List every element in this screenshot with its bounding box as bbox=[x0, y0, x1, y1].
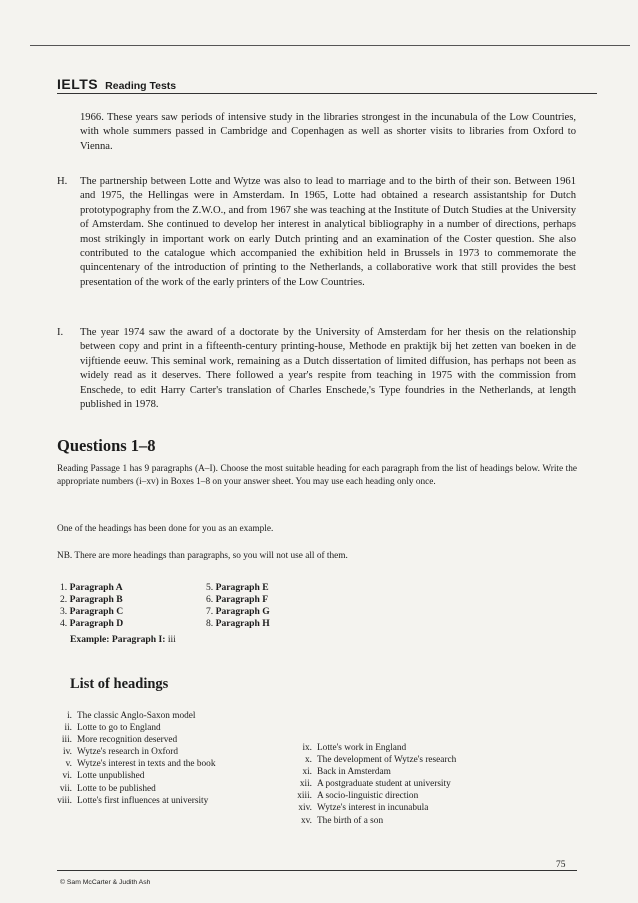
footer-rule bbox=[57, 870, 577, 871]
heading-item: iii. More recognition deserved bbox=[61, 735, 178, 746]
heading-item: xi. Back in Amsterdam bbox=[302, 767, 391, 778]
header-brand: IELTS bbox=[57, 76, 99, 92]
heading-item: vii. Lotte to be published bbox=[59, 783, 156, 794]
instructions-main: Reading Passage 1 has 9 paragraphs (A–I). Choose the most suitable heading for each paragraph from the list of headings below. Write the appropriate numbers (i–xv) in Boxes 1–8 on your answer sheet. You may use each heading only once. bbox=[57, 464, 577, 487]
heading-item: vi. Lotte unpublished bbox=[62, 771, 145, 782]
instructions-nb: NB. There are more headings than paragraphs, so you will not use all of them. bbox=[57, 551, 348, 561]
heading-item: xiv. Wytze's interest in incunabula bbox=[298, 803, 429, 814]
heading-item: xv. The birth of a son bbox=[300, 815, 384, 826]
paragraph-h: The partnership between Lotte and Wytze was also to lead to marriage and to the birth of their son. Between 1961 and 1975, the Hellingas were in Amsterdam. In 1965, Lotte had obtained a research assistantship for Dutch prototypography from the Z.W.O., and from 1967 she was teaching at the Institute of Dutch Studies at the University of Amsterdam. She continued to develop her interest in analytical bibliography in a number of directions, perhaps most strikingly in important work on early Dutch printing and an examination of the Coster question. She also contributed to the catalogue which accompanied the exhibition held in Brussels in 1973 to commemorate the quincentenary of the introduction of printing to the Netherlands, a collaborative work that still provides the best presentation of the work of the early printers of the Low Countries. bbox=[80, 176, 576, 288]
instructions-example: One of the headings has been done for you as an example. bbox=[57, 524, 274, 534]
heading-item: ii. Lotte to go to England bbox=[64, 723, 161, 734]
list-of-headings-title: List of headings bbox=[70, 676, 169, 692]
page-number: 75 bbox=[556, 860, 566, 870]
heading-item: x. The development of Wytze's research bbox=[305, 755, 457, 766]
heading-item: iv. Wytze's research in Oxford bbox=[63, 747, 179, 758]
heading-item: v. Wytze's interest in texts and the book bbox=[65, 759, 216, 770]
heading-item: ix. Lotte's work in England bbox=[302, 743, 407, 753]
headings-list-right bbox=[292, 742, 456, 827]
heading-item: i. The classic Anglo-Saxon model bbox=[67, 711, 196, 721]
top-rule bbox=[30, 45, 630, 46]
headings-list-left bbox=[52, 710, 215, 807]
question-item: 3. Paragraph C bbox=[60, 606, 124, 618]
paragraph-i: The year 1974 saw the award of a doctorate by the University of Amsterdam for her thesis on the relationship between copy and print in a fifteenth-century printing-house, Methode en praktijk bij het zetten van boeken in de vijftiende eeuw. This seminal work, remaining as a Dutch dissertation of limited diffusion, has perhaps not been as widely read as it deserves. There followed a year's respite from teaching in 1975 with the commission from Enschede, to edit Harry Carter's translation of Charles Enschede,'s Type foundries in the Netherlands, at length published in 1978. bbox=[80, 327, 576, 411]
header-rule bbox=[57, 93, 597, 94]
question-item: 1. Paragraph A bbox=[60, 582, 123, 593]
heading-item: viii. Lotte's first influences at university bbox=[57, 795, 209, 806]
questions-heading: Questions 1–8 bbox=[57, 436, 156, 455]
example-value: iii bbox=[167, 634, 176, 645]
running-header bbox=[57, 76, 597, 94]
copyright-notice: © Sam McCarter & Judith Ash bbox=[60, 879, 151, 886]
example-answer bbox=[70, 634, 176, 645]
paragraph-label-i: I. bbox=[57, 327, 64, 338]
question-item: 2. Paragraph B bbox=[60, 594, 123, 606]
question-list-left bbox=[60, 582, 123, 630]
question-item: 4. Paragraph D bbox=[60, 618, 124, 630]
heading-item: xii. A postgraduate student at university bbox=[299, 779, 451, 790]
example-label: Example: Paragraph I: bbox=[70, 634, 166, 645]
passage-continuation: 1966. These years saw periods of intensive study in the libraries strongest in the incunabula of the Low Countries, with whole summers passed in Cambridge and Copenhagen as well as shorter visits to libraries from Oxford to Vienna. bbox=[80, 112, 576, 152]
header-subtitle: Reading Tests bbox=[105, 80, 177, 92]
heading-item: xiii. A socio-linguistic direction bbox=[297, 791, 419, 802]
question-item: 5. Paragraph E bbox=[206, 582, 269, 593]
question-item: 6. Paragraph F bbox=[206, 594, 269, 606]
question-item: 7. Paragraph G bbox=[206, 606, 270, 618]
paragraph-label-h: H. bbox=[57, 176, 68, 187]
question-item: 8. Paragraph H bbox=[206, 618, 270, 630]
question-list-right bbox=[206, 582, 270, 630]
